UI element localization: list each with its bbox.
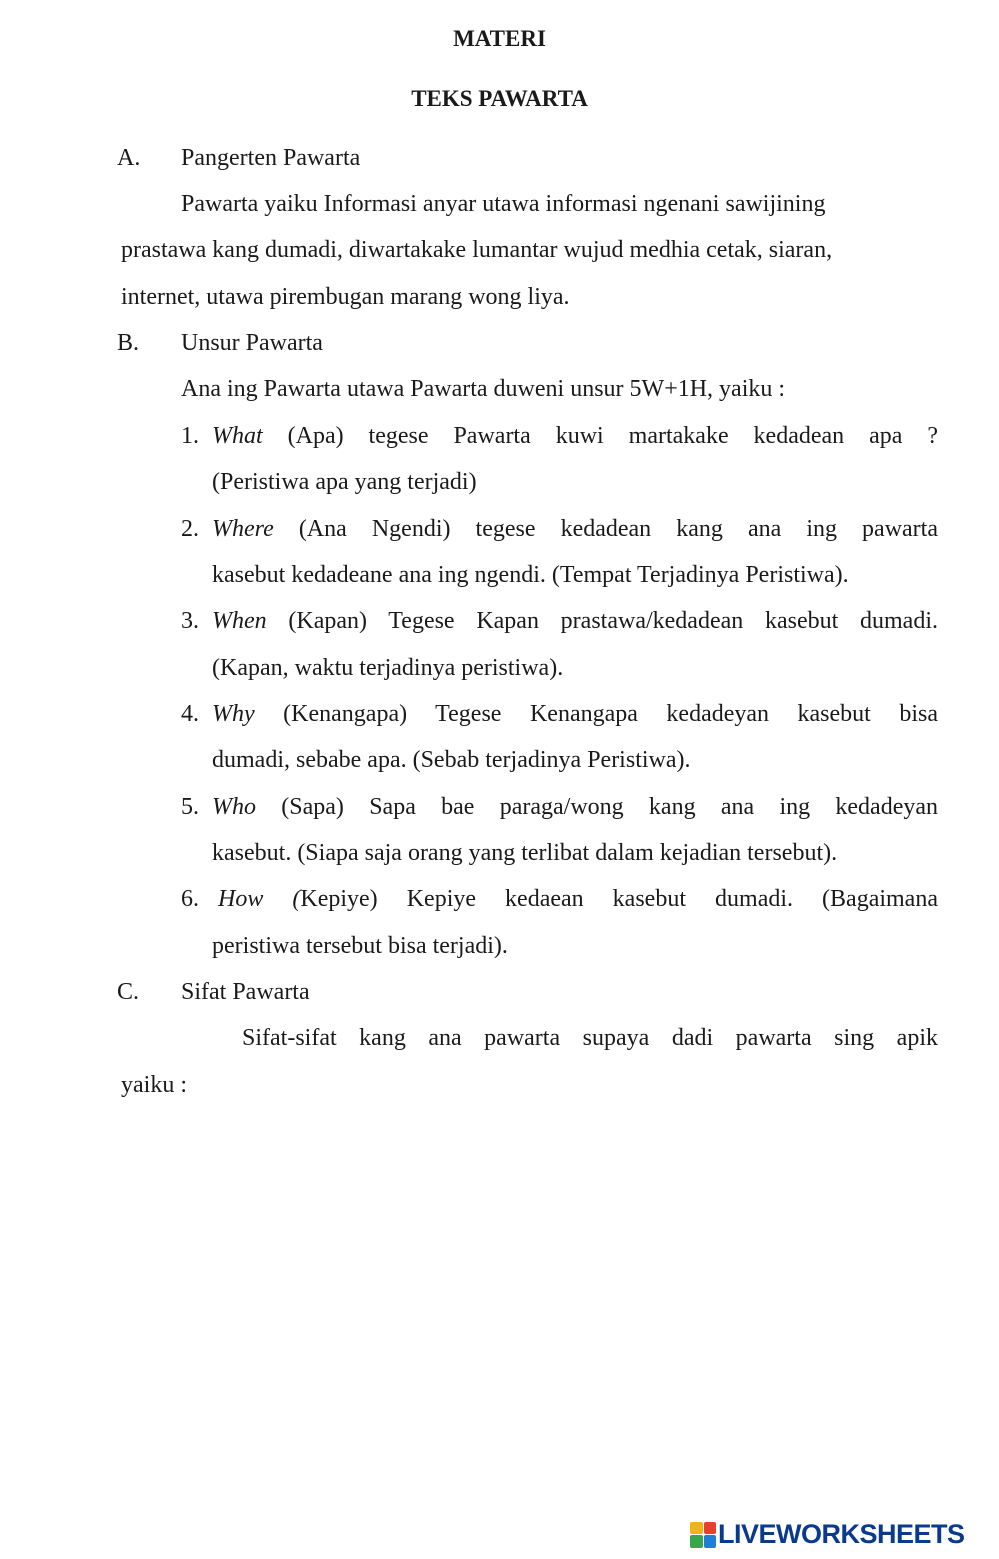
list-item-text: kasebut kedadeane ana ing ngendi. (Tempat Terjadinya Peristiwa). — [212, 562, 849, 588]
section-a-letter: A. — [117, 145, 141, 171]
section-a-para-line: prastawa kang dumadi, diwartakake lumantar wujud medhia cetak, siaran, — [121, 237, 833, 263]
section-a-title: Pangerten Pawarta — [181, 145, 361, 171]
list-item-term: Who — [212, 794, 256, 820]
list-item-text: (Kapan) Tegese Kapan prastawa/kedadean kasebut dumadi. — [288, 608, 938, 634]
list-item — [212, 701, 938, 728]
list-item — [218, 886, 938, 913]
section-b-intro: Ana ing Pawarta utawa Pawarta duweni unsur 5W+1H, yaiku : — [181, 376, 786, 402]
list-item-text: Kepiye) Kepiye kedaean kasebut dumadi. (Bagaimana — [300, 886, 938, 912]
list-item-text: (Peristiwa apa yang terjadi) — [212, 469, 477, 495]
list-item-text: dumadi, sebabe apa. (Sebab terjadinya Peristiwa). — [212, 747, 691, 773]
section-a-para-line: internet, utawa pirembugan marang wong liya. — [121, 284, 570, 310]
list-item-number: 3. — [181, 608, 199, 634]
list-item — [212, 516, 938, 543]
section-c-title: Sifat Pawarta — [181, 979, 310, 1005]
list-item-number: 1. — [181, 423, 199, 449]
list-item-text: (Ana Ngendi) tegese kedadean kang ana ing pawarta — [298, 516, 938, 542]
liveworksheets-logo[interactable] — [690, 1519, 965, 1550]
list-item — [212, 794, 938, 821]
list-item-text: (Kenangapa) Tegese Kenangapa kedadeyan kasebut bisa — [283, 701, 939, 727]
list-item-text: (Sapa) Sapa bae paraga/wong kang ana ing kedadeyan — [281, 794, 938, 820]
section-b-title: Unsur Pawarta — [181, 330, 323, 356]
section-c-para-line: yaiku : — [121, 1072, 187, 1098]
logo-text: LIVEWORKSHEETS — [718, 1519, 965, 1549]
list-item-text: peristiwa tersebut bisa terjadi). — [212, 933, 508, 959]
logo-icon — [690, 1522, 716, 1548]
list-item-number: 2. — [181, 516, 199, 542]
list-item-term: How ( — [218, 886, 301, 912]
list-item-term: When — [212, 608, 267, 634]
list-item-term: Why — [212, 701, 255, 727]
list-item — [212, 608, 938, 635]
list-item-number: 6. — [181, 886, 199, 912]
list-item-text: (Kapan, waktu terjadinya peristiwa). — [212, 655, 564, 681]
section-c-letter: C. — [117, 979, 140, 1005]
section-b-letter: B. — [117, 330, 140, 356]
section-c-para-line: Sifat-sifat kang ana pawarta supaya dadi pawarta sing apik — [242, 1025, 938, 1051]
section-a-para-line: Pawarta yaiku Informasi anyar utawa informasi ngenani sawijining — [181, 191, 826, 217]
list-item-text: kasebut. (Siapa saja orang yang terlibat dalam kejadian tersebut). — [212, 840, 838, 866]
list-item-text: (Apa) tegese Pawarta kuwi martakake kedadean apa ? — [287, 423, 939, 449]
list-item — [212, 423, 938, 450]
doc-subtitle: TEKS PAWARTA — [411, 86, 588, 111]
list-item-term: What — [212, 423, 263, 449]
list-item-term: Where — [212, 516, 274, 542]
list-item-number: 5. — [181, 794, 199, 820]
list-item-number: 4. — [181, 701, 199, 727]
doc-title: MATERI — [453, 26, 546, 51]
